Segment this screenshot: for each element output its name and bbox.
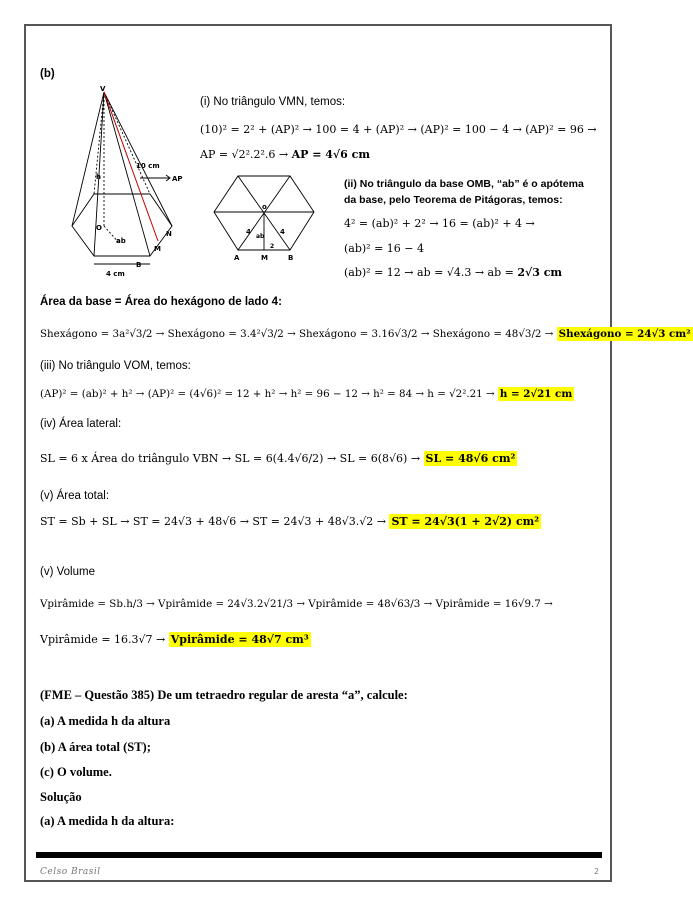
- section-i-line2: AP = √2².2².6 → AP = 4√6 cm: [200, 148, 370, 161]
- section-v-total-title: (v) Área total:: [40, 490, 110, 502]
- hex-label-m: M: [261, 254, 268, 262]
- volume-result: Vpirâmide = 48√7 cm³: [170, 633, 309, 646]
- fme-item-a: (a) A medida h da altura: [40, 714, 171, 728]
- section-iii-title: (iii) No triângulo VOM, temos:: [40, 360, 191, 372]
- pyramid-figure: [58, 84, 198, 284]
- ab-result: 2√3 cm: [517, 266, 563, 279]
- hex-label-o: o: [262, 203, 267, 211]
- hex-label-a: A: [234, 254, 240, 262]
- hex-label-ab: ab: [256, 233, 265, 240]
- label-ab: ab: [116, 237, 126, 245]
- section-ii-line1: 4² = (ab)² + 2² → 16 = (ab)² + 4 →: [344, 217, 535, 230]
- label-o: O: [96, 224, 102, 232]
- section-iii-formula: (AP)² = (ab)² + h² → (AP)² = (4√6)² = 12 + h² → h² = 96 − 12 → h² = 84 → h = √2².21 → h = 2√21 cm: [40, 388, 573, 400]
- section-v-volume-line2: Vpirâmide = 16.3√7 → Vpirâmide = 48√7 cm³: [40, 633, 309, 646]
- label-ap: AP: [172, 175, 183, 183]
- section-v-volume-title: (v) Volume: [40, 566, 95, 578]
- fme-solution-a: (a) A medida h da altura:: [40, 814, 175, 828]
- sl-result: SL = 48√6 cm²: [425, 452, 516, 465]
- hex-label-four-right: 4: [280, 228, 285, 236]
- section-v-total-formula: ST = Sb + SL → ST = 24√3 + 48√6 → ST = 24√3 + 48√3.√2 → ST = 24√3(1 + 2√2) cm²: [40, 515, 540, 528]
- footer-rule: [36, 852, 602, 858]
- section-ii-title-2: da base, pelo Teorema de Pitágoras, temos:: [344, 194, 563, 206]
- section-iv-title: (iv) Área lateral:: [40, 418, 122, 430]
- section-i-title: (i) No triângulo VMN, temos:: [200, 96, 346, 108]
- hex-label-b: B: [288, 254, 294, 262]
- section-i-line1: (10)² = 2² + (AP)² → 100 = 4 + (AP)² → (AP)² = 100 − 4 → (AP)² = 96 →: [200, 123, 597, 136]
- section-v-volume-line1: Vpirâmide = Sb.h/3 → Vpirâmide = 24√3.2√21/3 → Vpirâmide = 48√63/3 → Vpirâmide = 16√9.7 →: [40, 598, 553, 610]
- fme-solution: Solução: [40, 790, 82, 804]
- fme-item-b: (b) A área total (ST);: [40, 740, 151, 754]
- h-result: h = 2√21 cm: [499, 388, 573, 400]
- label-n: N: [166, 230, 172, 238]
- area-base-result: Shexágono = 24√3 cm²: [558, 328, 691, 340]
- label-h: h: [96, 173, 101, 181]
- fme-question: (FME – Questão 385) De um tetraedro regular de aresta “a”, calcule:: [40, 688, 408, 702]
- section-iv-formula: SL = 6 x Área do triângulo VBN → SL = 6(4.4√6/2) → SL = 6(8√6) → SL = 48√6 cm²: [40, 452, 516, 465]
- section-ii-title-1: (ii) No triângulo da base OMB, “ab” é o apótema: [344, 178, 584, 190]
- label-v: V: [100, 85, 106, 93]
- area-base-formula: Shexágono = 3a²√3/2 → Shexágono = 3.4²√3/2 → Shexágono = 3.16√3/2 → Shexágono = 48√3/2 → Shexágono = 24√3 cm²: [40, 328, 691, 340]
- label-m: M: [154, 245, 161, 253]
- label-base: 4 cm: [106, 270, 125, 278]
- hex-label-four-left: 4: [246, 228, 251, 236]
- label-b: B: [136, 261, 142, 269]
- area-base-title: Área da base = Área do hexágono de lado 4:: [40, 296, 282, 308]
- hex-label-two: 2: [270, 243, 275, 250]
- ap-result: AP = 4√6 cm: [291, 148, 370, 161]
- label-edge: 10 cm: [136, 162, 160, 170]
- fme-item-c: (c) O volume.: [40, 765, 112, 779]
- footer-page-number: 2: [594, 867, 600, 876]
- section-ii-line2: (ab)² = 16 − 4: [344, 242, 425, 255]
- footer-author: Celso Brasil: [40, 867, 101, 877]
- hexagon-figure: [210, 172, 318, 262]
- st-result: ST = 24√3(1 + 2√2) cm²: [391, 515, 540, 528]
- section-ii-line3: (ab)² = 12 → ab = √4.3 → ab = 2√3 cm: [344, 266, 563, 279]
- part-b-label: (b): [40, 68, 55, 80]
